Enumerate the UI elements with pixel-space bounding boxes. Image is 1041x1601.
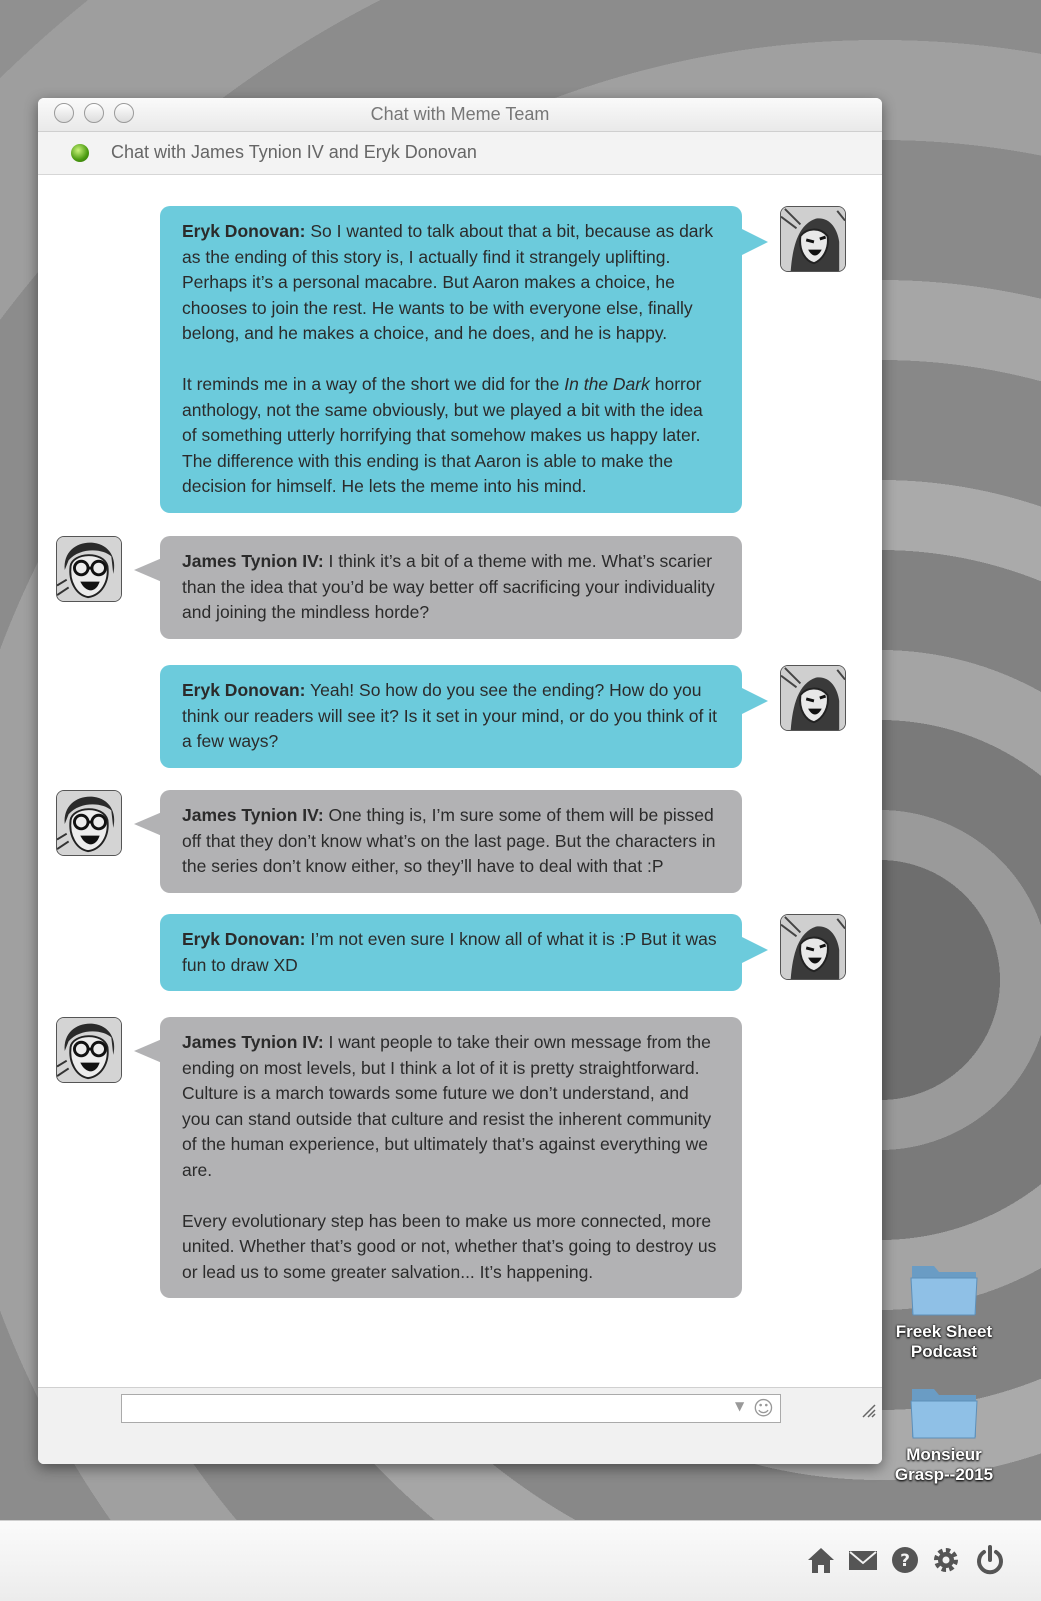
title-bar[interactable] bbox=[38, 98, 882, 132]
folder-icon bbox=[908, 1381, 980, 1441]
eryk-portrait-icon bbox=[781, 666, 845, 730]
message-list[interactable] bbox=[38, 175, 882, 1388]
message-bubble-eryk bbox=[160, 665, 742, 768]
gear-icon[interactable] bbox=[931, 1545, 961, 1575]
help-icon[interactable] bbox=[890, 1545, 920, 1575]
folder-label: Grasp--2015 bbox=[894, 1465, 994, 1484]
message-text: So I wanted to talk about that a bit, because as dark as the ending of this story is, I actually find it strangely uplifting. Perhaps it’s a personal macabre. But Aaron makes a choice, he chooses to join the rest. He wants to be with everyone else, finally belong, and he makes a choice, and he does, and he is happy. bbox=[182, 221, 714, 344]
folder-icon bbox=[908, 1258, 980, 1318]
folder-label: Monsieur bbox=[906, 1445, 982, 1464]
chat-window bbox=[38, 98, 882, 1464]
speaker-name: James Tynion IV: bbox=[182, 1032, 324, 1052]
avatar-eryk[interactable] bbox=[780, 665, 846, 731]
message-paragraph bbox=[182, 372, 720, 500]
message-paragraph bbox=[182, 678, 720, 755]
message-paragraph bbox=[182, 549, 720, 626]
desktop-folder-freek-sheet[interactable] bbox=[884, 1258, 1004, 1362]
chat-participants: Chat with James Tynion IV and Eryk Donovan bbox=[111, 142, 477, 162]
folder-label: Freek Sheet bbox=[895, 1322, 993, 1341]
eryk-portrait-icon bbox=[781, 207, 845, 271]
avatar-james[interactable] bbox=[56, 1017, 122, 1083]
folder-label: Podcast bbox=[910, 1342, 978, 1361]
message-paragraph bbox=[182, 803, 720, 880]
message-text: I think it’s a bit of a theme with me. What’s scarier than the idea that you’d be way better off sacrificing your individuality and joining the mindless horde? bbox=[182, 551, 715, 623]
message-bubble-eryk bbox=[160, 914, 742, 991]
james-portrait-icon bbox=[57, 791, 121, 855]
compose-bar bbox=[38, 1387, 882, 1464]
home-icon[interactable] bbox=[806, 1545, 836, 1575]
eryk-portrait-icon bbox=[781, 915, 845, 979]
avatar-james[interactable] bbox=[56, 790, 122, 856]
message-bubble-eryk bbox=[160, 206, 742, 513]
message-paragraph bbox=[182, 927, 720, 978]
window-title: Chat with Meme Team bbox=[370, 104, 550, 124]
message-text: Yeah! So how do you see the ending? How do you think our readers will see it? Is it set in your mind, or do you think of it a few ways? bbox=[182, 680, 717, 752]
dock-bar bbox=[0, 1520, 1041, 1601]
message-bubble-james bbox=[160, 790, 742, 893]
speaker-name: Eryk Donovan: bbox=[182, 929, 306, 949]
message-paragraph bbox=[182, 1030, 720, 1184]
message-text: I’m not even sure I know all of what it is :P But it was fun to draw XD bbox=[182, 929, 717, 975]
avatar-eryk[interactable] bbox=[780, 206, 846, 272]
desktop-folder-monsieur-grasp[interactable] bbox=[884, 1381, 1004, 1485]
message-text-italic: In the Dark bbox=[564, 373, 650, 394]
speaker-name: James Tynion IV: bbox=[182, 551, 324, 571]
message-bubble-james bbox=[160, 1017, 742, 1298]
power-icon[interactable] bbox=[975, 1545, 1005, 1575]
mail-icon[interactable] bbox=[848, 1545, 878, 1575]
message-text: Every evolutionary step has been to make us more connected, more united. Whether that’s good or not, whether that’s going to destroy us or lead us to some greater salvation... It’s happening. bbox=[182, 1210, 717, 1282]
message-input[interactable] bbox=[121, 1394, 781, 1423]
message-text: It reminds me in a way of the short we did for the bbox=[182, 373, 565, 394]
speaker-name: James Tynion IV: bbox=[182, 805, 324, 825]
chat-header bbox=[38, 132, 882, 175]
online-status-icon bbox=[71, 144, 89, 162]
message-paragraph bbox=[182, 1209, 720, 1286]
speaker-name: Eryk Donovan: bbox=[182, 680, 306, 700]
james-portrait-icon bbox=[57, 1018, 121, 1082]
avatar-eryk[interactable] bbox=[780, 914, 846, 980]
message-text: One thing is, I’m sure some of them will be pissed off that they don’t know what’s on the last page. But the characters in the series don’t know either, so they’ll have to deal with that :P bbox=[182, 805, 716, 877]
message-paragraph bbox=[182, 219, 720, 347]
emoji-icon[interactable]: ☺ bbox=[753, 1396, 774, 1420]
dropdown-arrow-icon[interactable]: ▼ bbox=[735, 1399, 745, 1413]
avatar-james[interactable] bbox=[56, 536, 122, 602]
svg-text:?: ? bbox=[900, 1551, 910, 1571]
james-portrait-icon bbox=[57, 537, 121, 601]
message-bubble-james bbox=[160, 536, 742, 639]
message-text: I want people to take their own message from the ending on most levels, but I think a lot of it is pretty straightforward. Culture is a march towards some future we don’t understand, and you can stand outside that culture and resist the inherent community of the human experience, but ultimately that’s against everything we are. bbox=[182, 1032, 712, 1180]
speaker-name: Eryk Donovan: bbox=[182, 221, 306, 241]
resize-grip-icon[interactable] bbox=[858, 1400, 876, 1418]
message-text: horror anthology, not the same obviously, but we played a bit with the idea of something utterly horrifying that somehow makes us happy later. The difference with this ending is that Aaron is able to make the decision for himself. He lets the meme into his mind. bbox=[182, 373, 703, 497]
